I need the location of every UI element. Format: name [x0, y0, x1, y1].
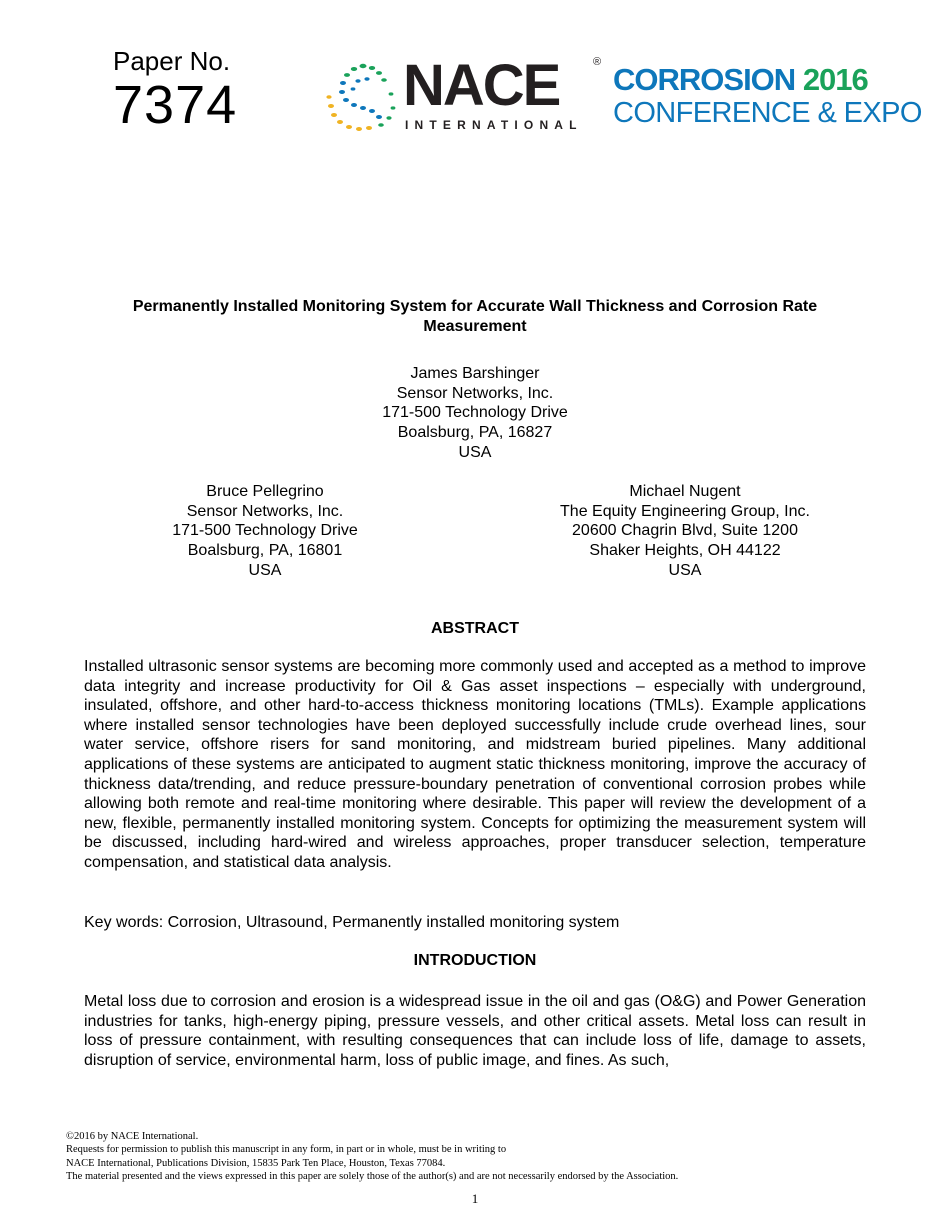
- author-name: James Barshinger: [410, 365, 540, 382]
- footer-line: The material presented and the views expressed in this paper are solely those of the author(s) and are not necessarily endorsed by the Association.: [66, 1171, 679, 1183]
- abstract-heading: ABSTRACT: [431, 620, 519, 637]
- paper-number-block: [113, 46, 237, 134]
- nace-subtitle: INTERNATIONAL: [405, 118, 583, 132]
- nace-globe-icon: [323, 56, 401, 136]
- author-city: Boalsburg, PA, 16827: [397, 424, 553, 442]
- author-affiliation: Sensor Networks, Inc.: [396, 384, 554, 402]
- footer-line: ©2016 by NACE International.: [66, 1131, 199, 1142]
- author-affiliation: The Equity Engineering Group, Inc.: [560, 502, 810, 520]
- author-affiliation: Sensor Networks, Inc.: [186, 502, 344, 520]
- paper-number-label: Paper No.: [113, 46, 231, 76]
- registered-mark: ®: [593, 56, 602, 68]
- nace-wordmark: NACE: [403, 53, 560, 118]
- footer-line: NACE International, Publications Division, 15835 Park Ten Place, Houston, Texas 77084.: [66, 1157, 446, 1169]
- page-number: 1: [471, 1191, 479, 1206]
- author-street: 171-500 Technology Drive: [382, 404, 568, 422]
- author-country: USA: [668, 561, 702, 579]
- author-country: USA: [458, 443, 492, 461]
- author-block-right: [525, 482, 845, 581]
- footer-line: Requests for permission to publish this manuscript in any form, in part or in whole, must be in writing to: [66, 1144, 507, 1156]
- keywords: Key words: Corrosion, Ultrasound, Permanently installed monitoring system: [84, 914, 620, 931]
- conference-year: 2016: [802, 62, 868, 97]
- introduction-text: Metal loss due to corrosion and erosion is a widespread issue in the oil and gas (O&G) and Power Generation industries for tanks, high-energy piping, pressure vessels, and other critical assets. Metal loss can result in loss of pressure containment, with resulting consequences that can include loss of life, damage to assets, disruption of service, environmental harm, loss of public image, and fines. As such,: [84, 993, 866, 1069]
- author-city: Shaker Heights, OH 44122: [589, 542, 781, 560]
- author-street: 20600 Chagrin Blvd, Suite 1200: [572, 522, 798, 540]
- author-block-main: [325, 364, 625, 463]
- author-block-left: [115, 482, 415, 581]
- author-street: 171-500 Technology Drive: [172, 522, 358, 540]
- abstract-text: Installed ultrasonic sensor systems are becoming more commonly used and accepted as a method to improve data integrity and increase productivity for Oil & Gas asset inspections – especially with underground, insulated, offshore, and other hard-to-access thickness monitoring locations (TMLs). Example applications where installed sensor technologies have been deployed successfully include crude overhead lines, sour water service, offshore risers for sand monitoring, and midstream buried pipelines. Many additional applications of these systems are anticipated to augment static thickness monitoring, improve the accuracy of thickness data/trending, and reduce pressure-boundary penetration of conventional corrosion probes while allowing both remote and real-time monitoring where desirable. This paper will review the development of a new, flexible, permanently installed monitoring system. Concepts for optimizing the measurement system will be discussed, including hard-wired and wireless approaches, proper transducer selection, temperature compensation, and statistical data analysis.: [84, 658, 866, 871]
- author-name: Bruce Pellegrino: [206, 483, 324, 500]
- author-country: USA: [248, 561, 282, 579]
- author-city: Boalsburg, PA, 16801: [187, 542, 343, 560]
- introduction-heading: INTRODUCTION: [413, 952, 537, 969]
- nace-logo: [323, 53, 605, 136]
- conference-name: CORROSION: [613, 62, 796, 97]
- author-name: Michael Nugent: [629, 483, 741, 500]
- conference-subtitle: CONFERENCE & EXPO: [613, 97, 922, 129]
- paper-title: Permanently Installed Monitoring System for Accurate Wall Thickness and Corrosion Rate Measurement: [132, 298, 818, 335]
- paper-number: 7374: [113, 75, 238, 135]
- conference-title: [613, 63, 922, 97]
- conference-branding: [613, 63, 922, 129]
- copyright-footer: [66, 1130, 886, 1184]
